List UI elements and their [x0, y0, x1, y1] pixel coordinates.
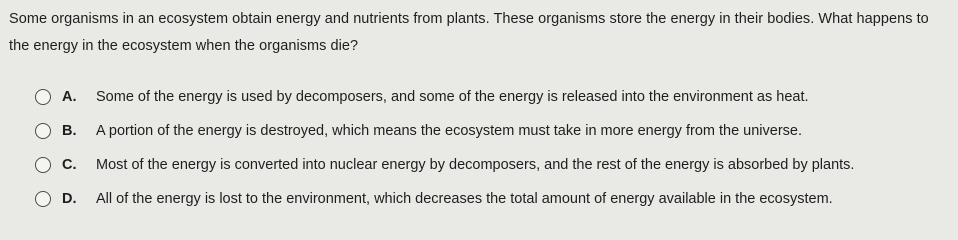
choice-a-text: Some of the energy is used by decomposers, and some of the energy is released into the environment as heat. [96, 89, 809, 105]
question-text: Some organisms in an ecosystem obtain energy and nutrients from plants. These organisms store the energy in their bodies. What happens to the energy in the ecosystem when the organisms die? [9, 11, 929, 54]
radio-button-d[interactable] [35, 191, 51, 207]
radio-button-b[interactable] [35, 123, 51, 139]
choice-c[interactable] [35, 148, 950, 182]
choice-d-text: All of the energy is lost to the environment, which decreases the total amount of energy available in the ecosystem. [96, 191, 833, 207]
radio-button-c[interactable] [35, 157, 51, 173]
choice-d[interactable] [35, 182, 950, 216]
choice-d-letter: D. [62, 191, 77, 207]
choice-b-text: A portion of the energy is destroyed, which means the ecosystem must take in more energy from the universe. [96, 123, 803, 139]
choice-c-text: Most of the energy is converted into nuclear energy by decomposers, and the rest of the energy is absorbed by plants. [96, 157, 855, 173]
choice-a[interactable] [35, 80, 950, 114]
choice-b-letter: B. [62, 123, 77, 139]
choice-c-letter: C. [62, 157, 77, 173]
radio-button-a[interactable] [35, 89, 51, 105]
choice-a-letter: A. [62, 89, 77, 105]
choice-b[interactable] [35, 114, 950, 148]
answer-choices [35, 80, 950, 216]
